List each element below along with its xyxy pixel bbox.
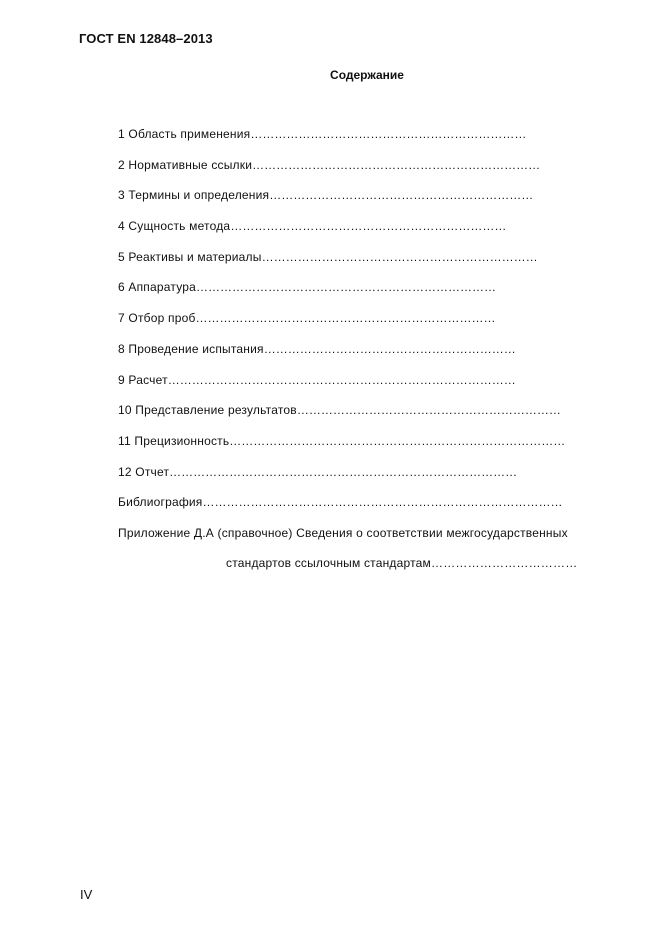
toc-entry-text: 8 Проведение испытания [118,341,264,356]
toc-entry [118,188,611,219]
toc-entry [118,403,611,434]
toc-entry-text: стандартов ссылочным стандартам [226,555,431,570]
toc-entry-text: 4 Сущность метода [118,219,231,234]
toc-leader-dots: ………………………………………………………………………… [229,433,566,448]
toc-entry [118,311,611,342]
page-number: IV [80,887,93,902]
toc-leader-dots: …………………………………………………………… [261,249,538,264]
toc-leader-dots: …………………………………………………………… [250,127,527,141]
document-header: ГОСТ EN 12848–2013 [79,31,213,46]
toc-leader-dots: ………………………………………………………… [296,403,561,418]
toc-entry [118,280,611,311]
toc-entry-text: 1 Область применения [118,127,251,141]
toc-leader-dots: ………………………………………………………………… [196,280,497,295]
toc-leader-dots: ………………………………………………………… [269,188,534,203]
toc-appendix-line1: Приложение Д.А (справочное) Сведения о соответствии межгосударственных [118,525,568,540]
toc-entry [118,250,611,281]
toc-entry-text: 3 Термины и определения [118,188,270,203]
toc-entry-text: 5 Реактивы и материалы [118,249,262,264]
toc-entry [118,373,611,404]
toc-entry-text: 10 Представление результатов [118,403,297,418]
toc-leader-dots: …………………………………………………………… [230,219,507,234]
toc-entry-text: 9 Расчет [118,372,168,387]
toc-title: Содержание [330,68,404,82]
toc-leader-dots: ……………………………………………………… [263,341,516,356]
toc-appendix-line2 [118,556,611,576]
toc-entry-text: 2 Нормативные ссылки [118,157,253,172]
toc-entry-text: 11 Прецизионность [118,433,230,448]
toc-entry [118,158,611,189]
toc-leader-dots: …………………………………………………………………………… [169,464,518,479]
toc-entry-text: 12 Отчет [118,464,170,479]
toc-entry-text: 7 Отбор проб [118,311,196,326]
toc-entry [118,465,611,496]
toc-leader-dots: ……………………………… [431,555,578,570]
toc-entry-text: 6 Аппаратура [118,280,197,295]
toc-entry [118,342,611,373]
toc-leader-dots: ………………………………………………………………… [195,311,496,326]
toc-leader-dots: ……………………………………………………………………………… [202,495,563,510]
toc-entry [118,495,611,526]
table-of-contents [118,127,611,576]
toc-entry [118,219,611,250]
toc-entry [118,434,611,465]
toc-entry-text: Библиография [118,495,203,510]
toc-entry [118,127,611,158]
toc-leader-dots: ……………………………………………………………… [252,157,541,172]
toc-leader-dots: …………………………………………………………………………… [167,372,516,387]
